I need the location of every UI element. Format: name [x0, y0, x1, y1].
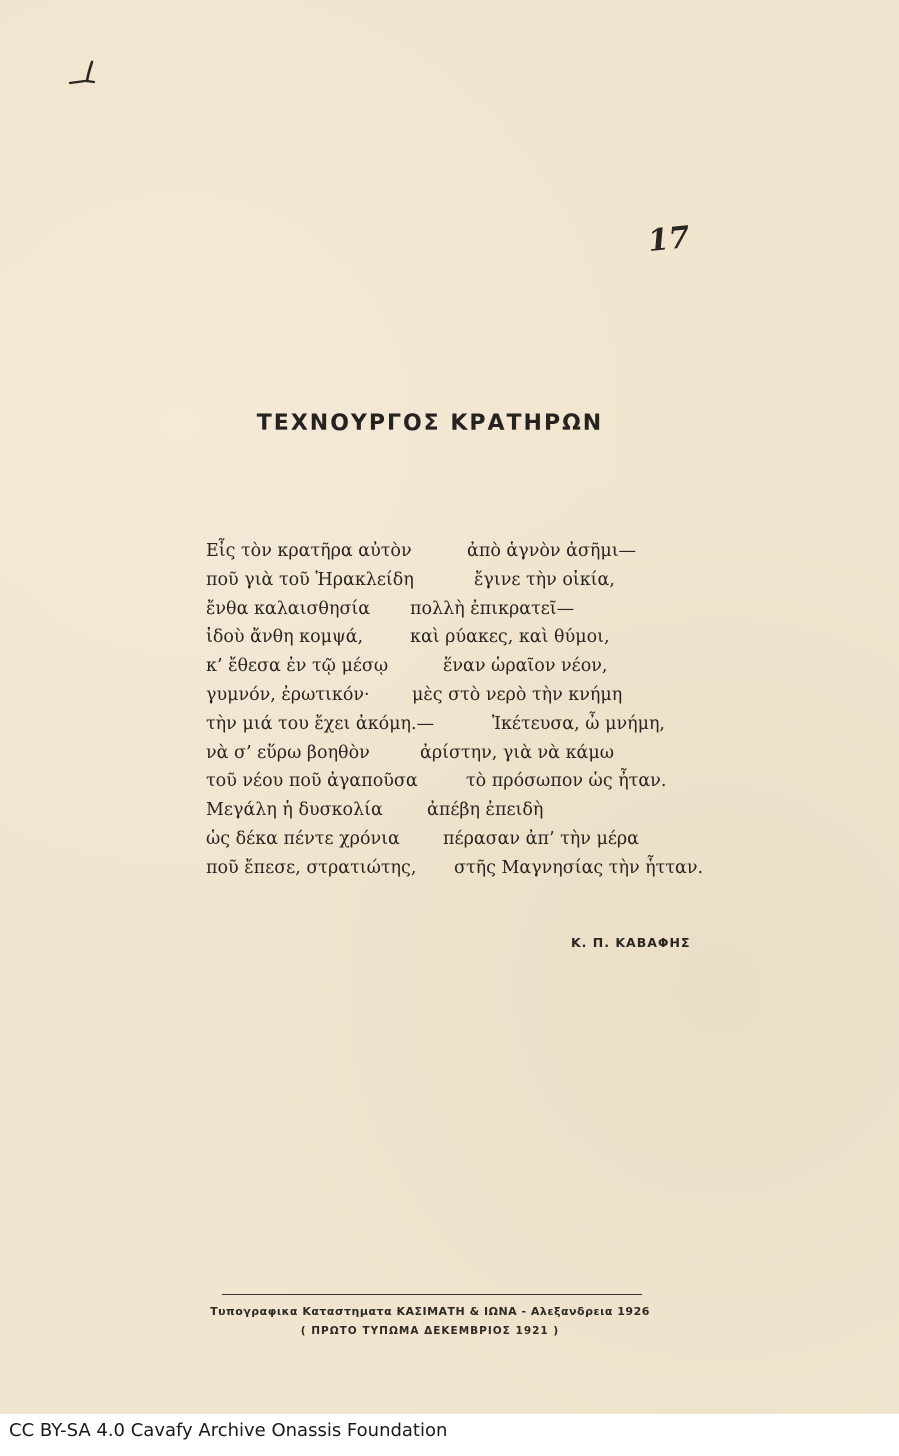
poem-line-first-half: νὰ σ’ εὕρω βοηθὸν — [206, 742, 370, 763]
poem-line — [206, 767, 726, 796]
poem-line-second-half: καὶ ρύακες, καὶ θύμοι, — [410, 627, 610, 648]
poem-line — [206, 854, 726, 883]
poem-line-first-half: τὴν μιά του ἔχει ἀκόμη.— — [206, 713, 435, 734]
poem-line — [206, 595, 726, 624]
poem-line-first-half: ποῦ ἔπεσε, στρατιώτης, — [206, 857, 417, 878]
poem-body — [206, 537, 726, 883]
poem-line — [206, 623, 726, 652]
poem-line-first-half: Εἶς τὸν κρατῆρα αὐτὸν — [206, 541, 412, 561]
poem-line — [206, 537, 726, 566]
license-credit: CC BY-SA 4.0 Cavafy Archive Onassis Foundation — [9, 1420, 448, 1441]
poem-line — [206, 796, 726, 825]
colophon-printer: Τυπογραφικα Καταστηματα ΚΑΣΙΜΑΤΗ & ΙΩΝΑ - Αλεξανδρεια 1926 — [210, 1305, 650, 1318]
poem-line-first-half: κ’ ἔθεσα ἐν τῷ μέσῳ — [206, 656, 389, 677]
poem-line-second-half: ἀρίστην, γιὰ νὰ κάμω — [420, 742, 614, 763]
poem-line-second-half: στῆς Μαγνησίας τὴν ἧτταν. — [454, 857, 704, 878]
poem-line-first-half: ποῦ γιὰ τοῦ Ἡρακλείδη — [206, 569, 414, 590]
colophon-first-print: ( ΠΡΩΤΟ ΤΥΠΩΜΑ ΔΕΚΕΜΒΡΙΟΣ 1921 ) — [300, 1325, 560, 1337]
author-signature: Κ. Π. ΚΑΒΑΦΗΣ — [571, 935, 691, 950]
poem-line-first-half: γυμνόν, ἐρωτικόν· — [206, 684, 370, 705]
poem-line-second-half: τὸ πρόσωπον ὡς ἦταν. — [466, 771, 667, 792]
poem-line-second-half: ἕναν ὡραῖον νέον, — [443, 656, 608, 677]
poem-line-second-half: μὲς στὸ νερὸ τὴν κνήμη — [412, 684, 623, 705]
poem-line-first-half: Μεγάλη ἡ δυσκολία — [206, 800, 383, 821]
colophon-divider — [222, 1294, 642, 1295]
poem-line — [206, 566, 726, 595]
poem-line-second-half: ἀπὸ ἁγνὸν ἀσῆμι— — [467, 541, 637, 561]
poem-line-second-half: πολλὴ ἐπικρατεῖ— — [410, 598, 575, 619]
poem-line-second-half: Ἱκέτευσα, ὦ μνήμη, — [492, 713, 665, 734]
poem-line-first-half: ἔνθα καλαισθησία — [206, 598, 371, 619]
poem-line — [206, 681, 726, 710]
poem-line — [206, 652, 726, 681]
poem-line — [206, 825, 726, 854]
poem-line — [206, 710, 726, 739]
poem-line-first-half: τοῦ νέου ποῦ ἀγαποῦσα — [206, 771, 418, 792]
poem-line-first-half: ὡς δέκα πέντε χρόνια — [206, 828, 400, 849]
pencil-mark-icon — [64, 54, 104, 94]
poem-line-second-half: ἔγινε τὴν οἰκία, — [474, 569, 615, 590]
poem-line — [206, 739, 726, 768]
poem-line-second-half: πέρασαν ἀπ’ τὴν μέρα — [443, 828, 639, 849]
handwritten-page-number: 17 — [646, 219, 692, 260]
poem-line-second-half: ἀπέβη ἐπειδὴ — [427, 800, 544, 821]
poem-title: ΤΕΧΝΟΥΡΓΟΣ ΚΡΑΤΗΡΩΝ — [256, 411, 604, 436]
poem-line-first-half: ἰδοὺ ἄνθη κομψά, — [206, 627, 364, 648]
